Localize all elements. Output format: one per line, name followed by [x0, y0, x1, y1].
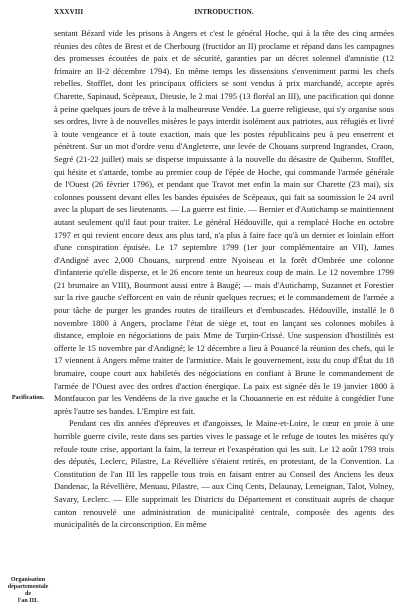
sentence: Mais le gouvernement, issu du coup d'État du 18 brumaire, coupe court aux habiletés des négociations en confiant à Brune le commandement de l'armée de l'Ouest avec des ordres d'action énergique.: [54, 355, 394, 391]
sentence: En même: [174, 519, 207, 530]
margin-note-organisation: [6, 577, 50, 605]
sentence: Une suspension d'hostilités est offerte le 15 novembre par d'Andigné; le 12 décembre a lieu à Pouancé la réunion des chefs, qui le 17 viennent à Angers même traiter de l'armistice.: [54, 330, 394, 366]
sentence: La Constitution de l'an III les rappelle tous trois en faisant entrer au Conseil des Anciens les deux Dandenac, la Révellière, Menuau, Pilastre, — aux Cinq Cents, Delaunay, Lemeignan, Talot, Volney, Savary, Leclerc.: [54, 456, 395, 504]
sentence: — Bernier et d'Autichamp se maintiennent autant seulement qu'il faut pour traiter.: [54, 204, 395, 227]
sentence: Stofflet, qui hésite et s'attarde, tombe au premier coup de l'épée de Hoche, qui commande l'armée générale de l'Ouest (26 février 1796), et pendant que Travot met enfin la main sur Charette (23 mai), six colonnes poussent devant elles les bandes épuisées de Scépeaux, qui fait sa soumission le 24 avril avec la plupart de ses lieutenants.: [54, 153, 395, 215]
sentence: — La guerre est finie.: [170, 204, 246, 215]
sentence: La guerre religieuse, qui s'y organise sous ses ordres, livre à de nouvelles misères le pays interdit isolément aux patriotes, aux réfugiés et livré à toute vengeance et à toute exaction, mais que les postes républicains peu à peu enserrent et pénètrent.: [54, 103, 395, 152]
page-number: XXXVIII: [54, 8, 84, 16]
sentence: La paix est signée dès le 19 janvier 1800 à Montfaucon par les Vendéens de la rive gauche et la Chouannerie en est réduite à congédier l'une après l'autre ses bandes.: [54, 380, 394, 416]
sentence: Le 12 août 1793 trois des députés, Leclerc, Pilastre, La Révellière s'étaient retirés, en protestant, de la Convention.: [54, 443, 394, 467]
margin-note-line: départementale: [7, 584, 49, 590]
sentence: Le général Hédouville, qui a remplacé Hoche en octobre 1797 et qui revient encore deux ans plus tard, n'a plus à faire face qu'à un dernier et loinlain effort d'une conspiration épuisée.: [54, 216, 395, 253]
sentence: Hédouville, installé le 8 novembre 1800 à Angers, proclame l'état de siège et, tout en lançant ses colonnes mobiles à distance, emploie en négociations de paix Mme de Turpin-Crissé.: [54, 305, 395, 341]
margin-note-pacification: [6, 395, 50, 402]
paragraph: [54, 27, 394, 417]
margin-note-line: Organisation: [10, 577, 46, 583]
sentence: Pendant ces dix années d'épreuves et d'angoisses, le Maine-et-Loire, le cœur en proie à une horrible guerre civile, reste dans ses parties vives le passage et le refuge de toutes les misères qu'y refoule toute crise, apportant la faim, la terreur et l'exaspération qui les suit.: [54, 418, 394, 454]
running-title: INTRODUCTION.: [194, 8, 254, 16]
sentence: En même temps les dissensions s'enveniment parmi les chefs rebelles.: [54, 65, 395, 89]
paragraph: [54, 417, 394, 530]
sentence: sentant Bézard vide les prisons à Angers et c'est le général Hoche, qui à la tête des cinq armées réunies des côtes de Brest et de Cherbourg (fructidor an II) proclame et répand dans les campagnes des promesses écoutées de paix et de sécurité, garanties par un décret solennel d'amnistie (12 frimaire an II-2 décembre 1794).: [54, 28, 394, 76]
body-text: [54, 27, 394, 531]
sentence: Le 12 novembre 1799 (21 brumaire an VIII), Bourmont aussi entre à Baugé; — mais d'Autichamp, Suzannet et Forestier sur la rive gauche s'efforcent en vain de réunir quelques recrues; et le commandement de l'armée a pour tâche de purger les grandes routes de tirailleurs et d'embuscades.: [54, 267, 395, 316]
margin-note-text: Pacification.: [11, 395, 45, 401]
sentence: Stofflet, dont les principaux officiers se sont vendus à prix marchandé, accepte après Charette, Sapinaud, Scépeaux, Dieusie, le 2 mai 1795 (13 floréal an III), une pacification qui donne à peine quelques jours de trêve à la malheureuse Vendée.: [54, 78, 394, 114]
margin-note-line: de: [24, 591, 32, 597]
sentence: — Elle supprimait les Districts du Département et constituait auprès de chaque canton renouvelé une administration de municipalité centrale, composée des agents des municipalités de la circonscription.: [54, 493, 395, 530]
sentence: L'Empire est fait.: [136, 405, 196, 416]
page-header: [54, 8, 394, 20]
margin-note-line: l'an III.: [18, 598, 38, 604]
sentence: Sur un mot d'ordre venu d'Angleterre, une levée de Chouans surprend Ingrandes, Craon, Segré (21-22 juillet) mais se disperse impuissante à la nouvelle du désastre de Quiberon.: [54, 141, 394, 164]
sentence: Le 17 septembre 1799 (1er jour complémentaire an VII), James d'Andigné avec 2,000 Chouans, surprend entre Nyoiseau et la forêt d'Ombrée une colonne d'infanterie qu'elle disperse, et le 26 encore tente un heureux coup de main.: [54, 242, 394, 278]
